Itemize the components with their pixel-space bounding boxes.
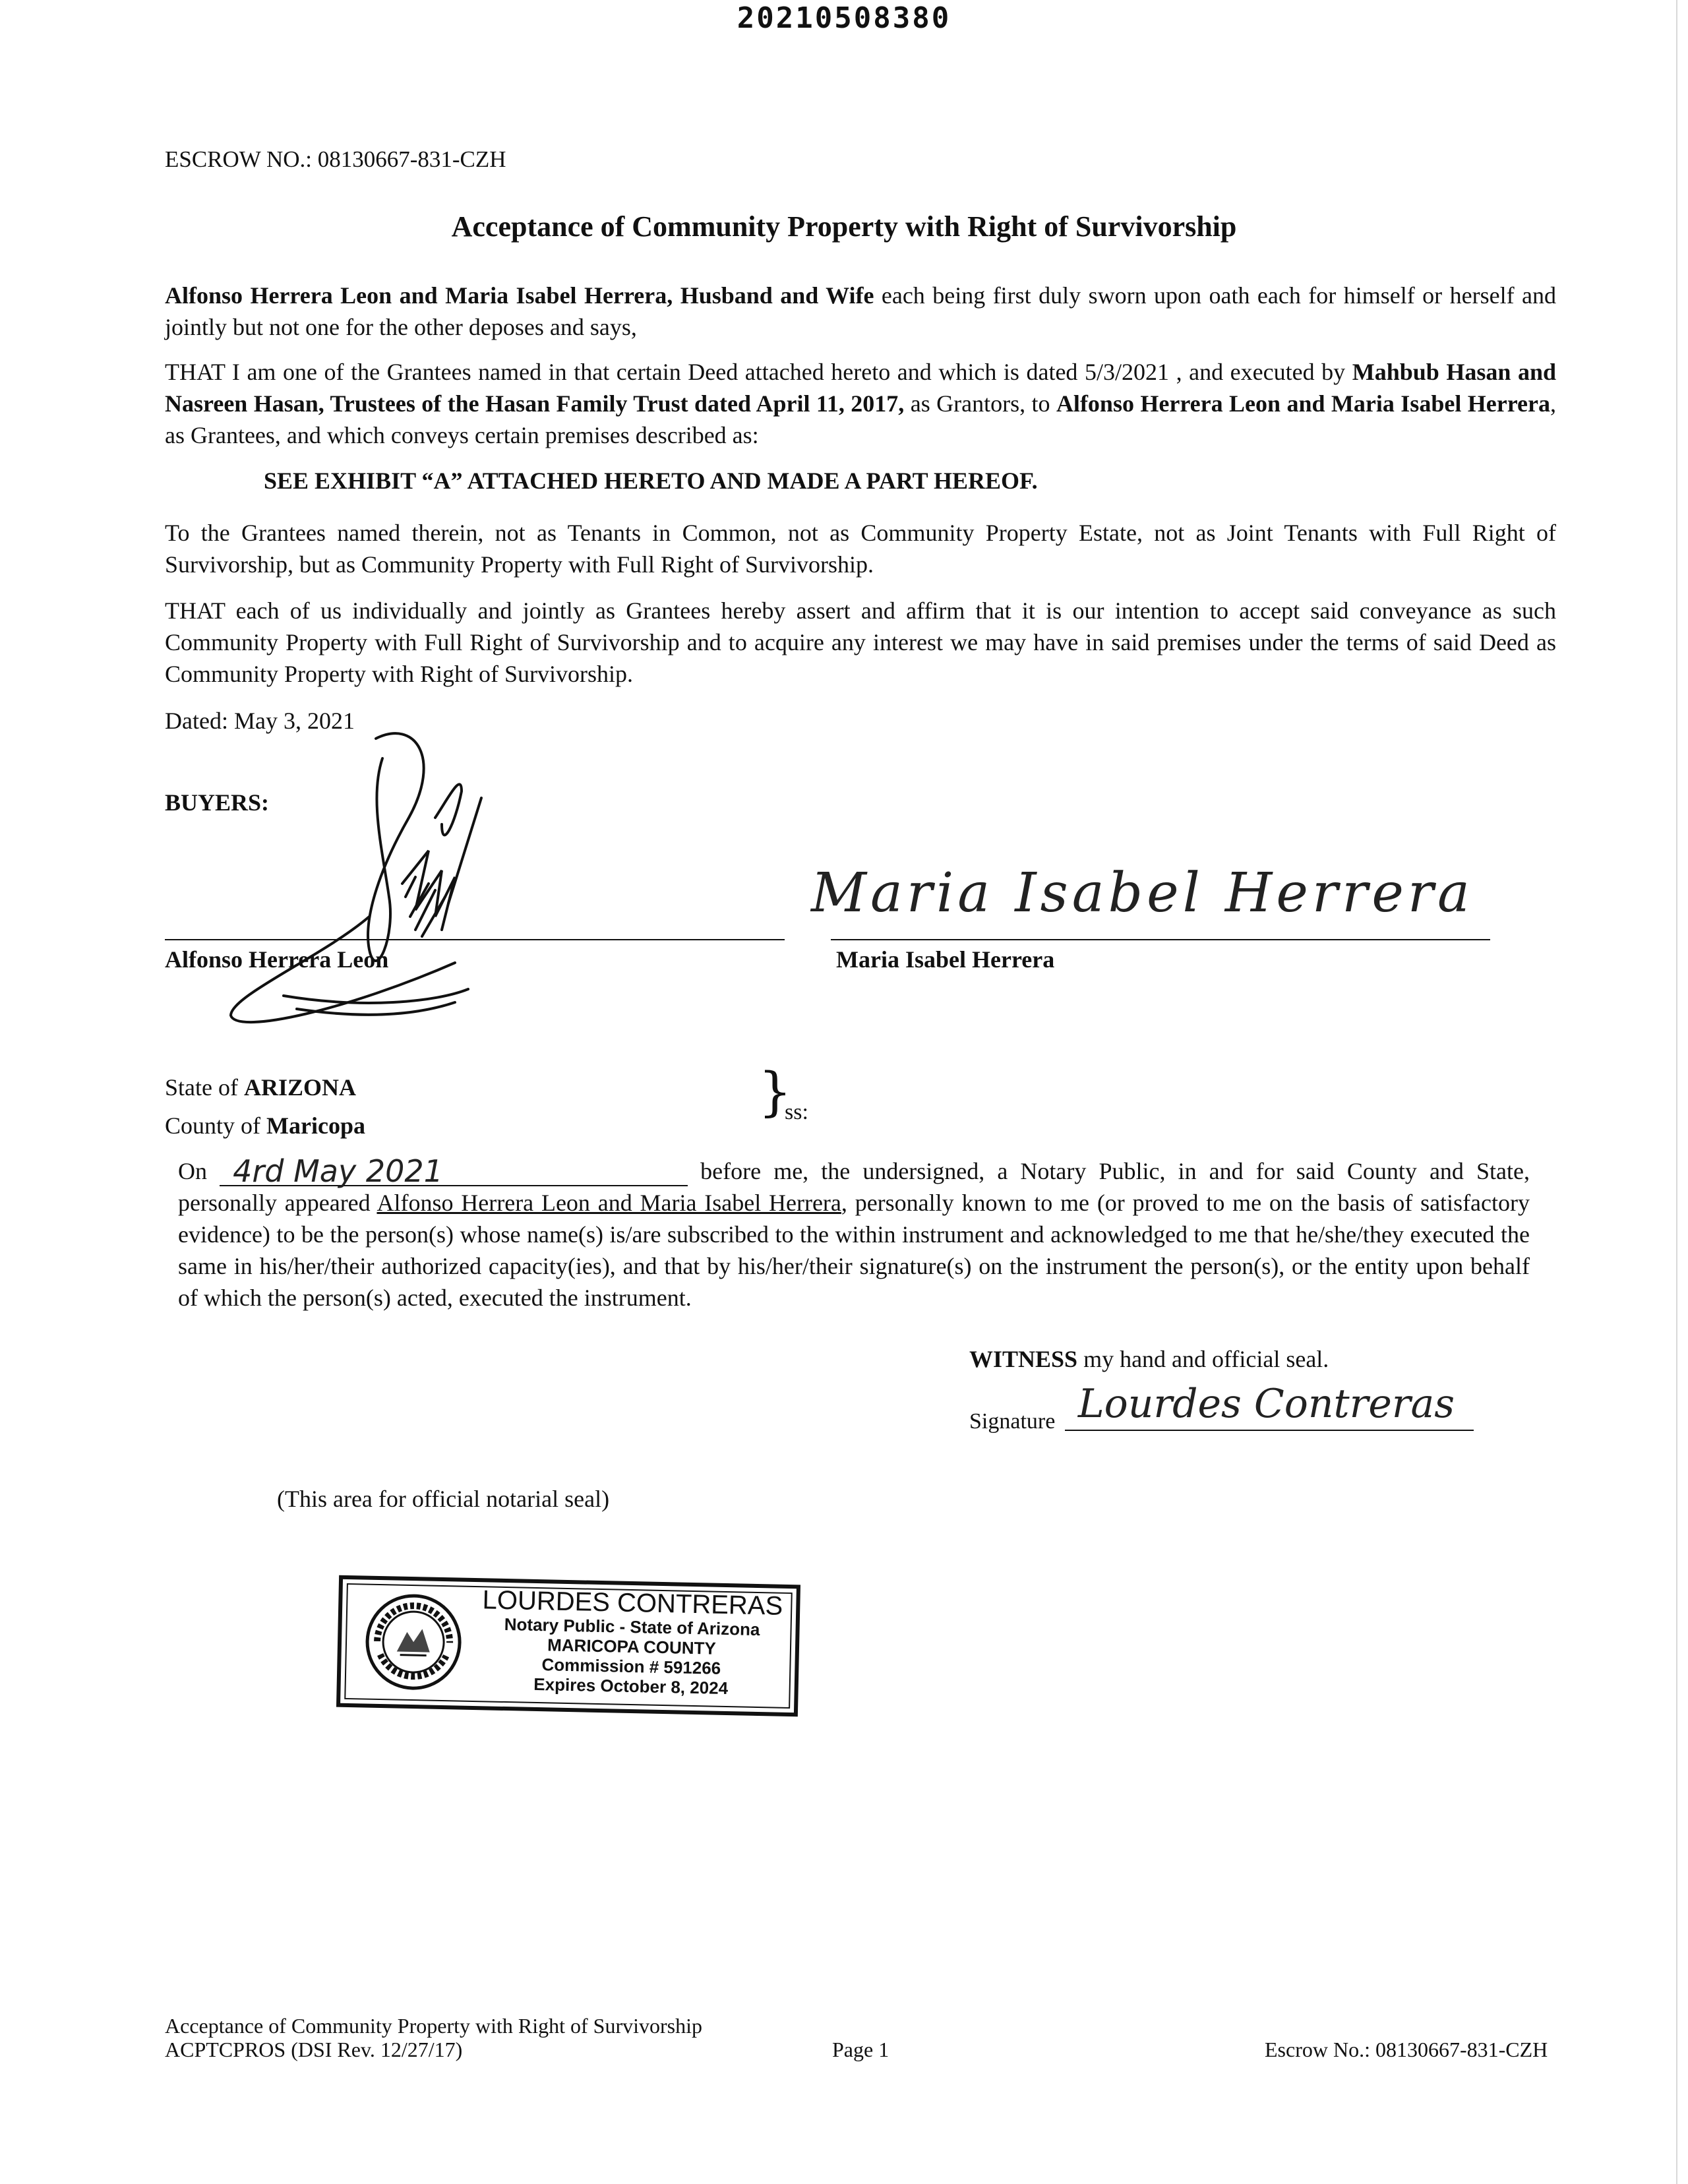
grantors-names: Mahbub Hasan and Nasreen Hasan, Trustees of the Hasan Family Trust dated April 11, 2017,	[165, 359, 1557, 417]
paragraph-deed	[165, 356, 1556, 451]
buyer1-name: Alfonso Herrera Leon	[165, 946, 389, 973]
paragraph-affiants	[165, 280, 1556, 343]
escrow-number-header: ESCROW NO.: 08130667-831-CZH	[165, 146, 506, 172]
affiants-text: each being first duly sworn upon oath each for himself or herself and jointly but not one for the other deposes and says,	[165, 282, 1556, 340]
deed-text-c: as Grantors, to	[904, 390, 1056, 417]
affiants-names: Alfonso Herrera Leon and Maria Isabel Herrera, Husband and Wife	[165, 282, 874, 309]
notary-text-b: , personally known to me (or proved to me on the basis of satisfactory evidence) to be the person(s) whose name(s) is/are subscribed to the within instrument and acknowledged to me that he/she/they executed the same in his/her/their authorized capacity(ies), and that by his/her/their signature(s) on the instrument the person(s), or the entity upon behalf of which the person(s) acted, executed the instrument.	[178, 1190, 1530, 1311]
stamp-line-1: Notary Public - State of Arizona	[504, 1614, 760, 1640]
stamp-line-3: Commission # 591266	[541, 1654, 721, 1678]
buyers-label: BUYERS:	[165, 789, 270, 816]
venue-ss: ss:	[785, 1100, 808, 1124]
stamp-text	[472, 1586, 791, 1699]
witness-rest: my hand and official seal.	[1077, 1346, 1329, 1372]
footer-form-info	[165, 2014, 702, 2061]
arizona-seal-icon	[363, 1592, 464, 1693]
notary-stamp	[336, 1575, 800, 1717]
seal-area-note: (This area for official notarial seal)	[277, 1486, 610, 1512]
notary-handwritten-signature: Lourdes Contreras	[1077, 1381, 1455, 1427]
stamp-notary-name: LOURDES CONTRERAS	[482, 1585, 783, 1621]
state-line	[165, 1068, 365, 1107]
county-line	[165, 1107, 365, 1145]
paragraph-tenancy: To the Grantees named therein, not as Tenants in Common, not as Community Property Estate, not as Joint Tenants with Full Right of Survivorship, but as Community Property with Full Right of Survivorship.	[165, 520, 1556, 578]
footer-form-code: ACPTCPROS (DSI Rev. 12/27/17)	[165, 2038, 463, 2061]
dated-line: Dated: May 3, 2021	[165, 708, 355, 734]
footer-form-title: Acceptance of Community Property with Right of Survivorship	[165, 2014, 702, 2038]
recording-number: 20210508380	[737, 1, 951, 35]
state-name: ARIZONA	[243, 1074, 356, 1101]
notary-on: On	[178, 1158, 207, 1184]
witness-line	[969, 1345, 1329, 1373]
buyer2-signature-line	[831, 939, 1490, 940]
notary-date-handwritten: 4rd May 2021	[220, 1157, 688, 1186]
buyer2-name: Maria Isabel Herrera	[836, 946, 1055, 973]
paragraph-intention: THAT each of us individually and jointly as Grantees hereby assert and affirm that it is our intention to accept said conveyance as such Community Property with Full Right of Survivorship and to acquire any interest we may have in said premises under the terms of said Deed as Community Property with Right of Survivorship.	[165, 597, 1556, 687]
stamp-line-4: Expires October 8, 2024	[533, 1674, 729, 1699]
exhibit-statement: SEE EXHIBIT “A” ATTACHED HERETO AND MADE A PART HEREOF.	[264, 468, 1038, 494]
county-prefix: County of	[165, 1112, 267, 1139]
buyer2-handwritten-signature: Maria Isabel Herrera	[811, 862, 1474, 925]
notary-signature-line	[1065, 1381, 1474, 1431]
notary-signature-row	[969, 1381, 1474, 1434]
footer-escrow-number: Escrow No.: 08130667-831-CZH	[1265, 2038, 1548, 2061]
county-name: Maricopa	[266, 1112, 365, 1139]
state-prefix: State of	[165, 1074, 244, 1101]
grantees-names: Alfonso Herrera Leon and Maria Isabel Herrera	[1056, 390, 1550, 417]
notary-text-a: before me, the undersigned, a Notary Public, in and for said County and State, personally appeared	[178, 1158, 1530, 1216]
stamp-line-2: MARICOPA COUNTY	[547, 1635, 717, 1658]
buyer1-signature	[218, 719, 560, 1035]
document-title: Acceptance of Community Property with Right of Survivorship	[451, 210, 1237, 243]
venue-block	[165, 1068, 365, 1145]
buyer1-signature-line	[165, 939, 785, 940]
signature-label: Signature	[969, 1409, 1056, 1434]
scan-edge	[1676, 0, 1677, 2184]
deed-text-e: , as Grantees, and which conveys certain premises described as:	[165, 390, 1556, 448]
witness-bold: WITNESS	[969, 1346, 1078, 1372]
venue-brace: }	[758, 1061, 792, 1122]
notary-appeared-names: Alfonso Herrera Leon and Maria Isabel Herrera	[377, 1190, 841, 1216]
footer-page-number: Page 1	[832, 2038, 889, 2061]
notary-acknowledgment	[178, 1155, 1530, 1314]
deed-text-a: THAT I am one of the Grantees named in that certain Deed attached hereto and which is dated 5/3/2021 , and executed by	[165, 359, 1352, 385]
